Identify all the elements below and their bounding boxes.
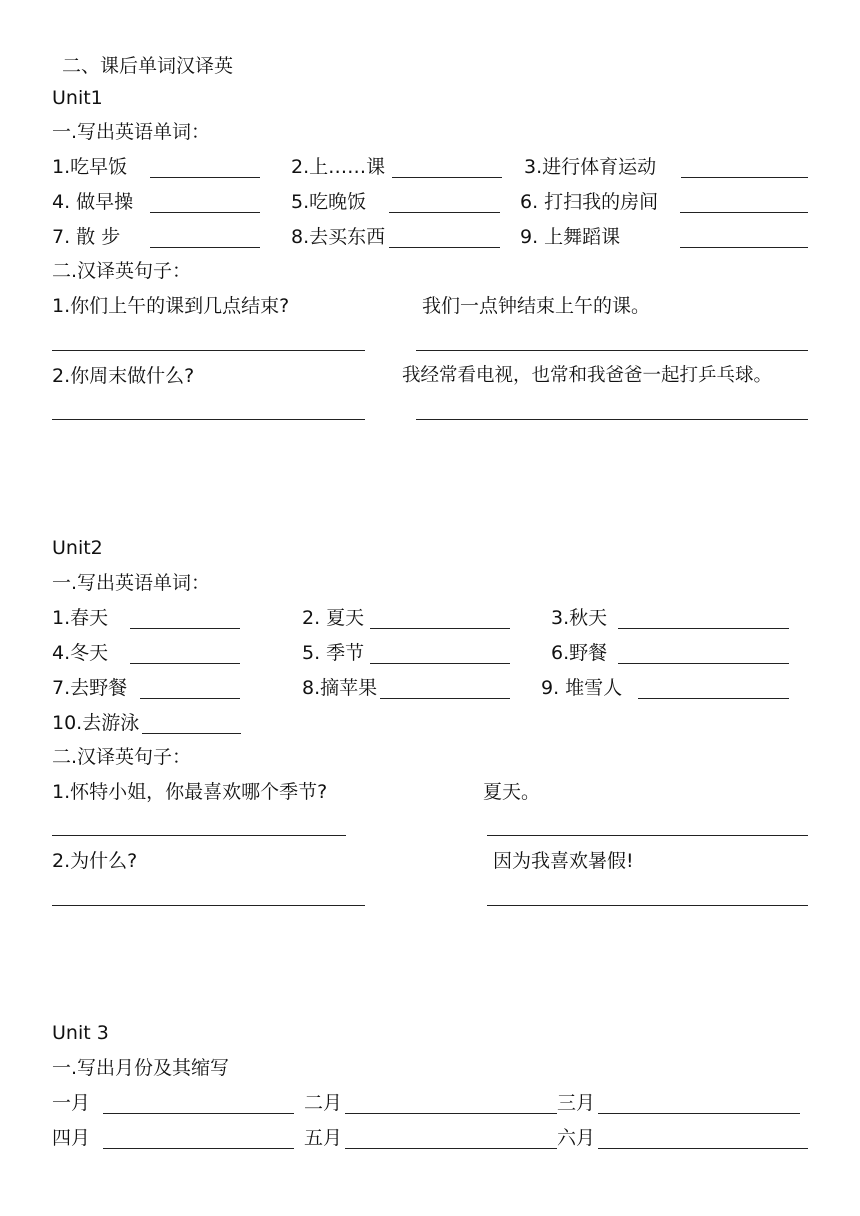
unit1-answer-line[interactable] — [681, 177, 808, 178]
unit2-section-words-heading: 一.写出英语单词： — [52, 572, 211, 594]
unit2-word-label: 5. 季节 — [302, 642, 365, 664]
unit1-sentence-answer-line[interactable] — [52, 350, 365, 351]
unit2-word-label: 10.去游泳 — [52, 712, 140, 734]
worksheet-title: 二、课后单词汉译英 — [62, 55, 234, 77]
unit1-word-label: 2.上……课 — [291, 156, 386, 178]
unit1-sentence-answer-line[interactable] — [52, 419, 365, 420]
unit1-answer-line[interactable] — [680, 212, 808, 213]
unit1-answer-line[interactable] — [392, 177, 502, 178]
unit3-answer-line[interactable] — [598, 1148, 808, 1149]
unit3-answer-line[interactable] — [598, 1113, 800, 1114]
unit2-answer-line[interactable] — [638, 698, 789, 699]
unit3-month-label: 三月 — [557, 1092, 596, 1114]
unit1-word-label: 8.去买东西 — [291, 226, 386, 248]
unit2-word-label: 7.去野餐 — [52, 677, 128, 699]
unit1-word-label: 4. 做早操 — [52, 191, 134, 213]
unit3-heading: Unit 3 — [52, 1022, 109, 1044]
unit2-sentence-prompt: 夏天。 — [483, 781, 541, 803]
unit2-sentence-prompt: 2.为什么? — [52, 850, 138, 872]
unit3-answer-line[interactable] — [103, 1113, 294, 1114]
unit2-sentence-answer-line[interactable] — [487, 905, 808, 906]
unit2-answer-line[interactable] — [380, 698, 510, 699]
unit2-word-label: 8.摘苹果 — [302, 677, 378, 699]
unit2-section-sentences-heading: 二.汉译英句子： — [52, 746, 192, 768]
unit1-answer-line[interactable] — [680, 247, 808, 248]
unit3-answer-line[interactable] — [345, 1148, 557, 1149]
unit3-answer-line[interactable] — [345, 1113, 557, 1114]
unit1-answer-line[interactable] — [389, 212, 500, 213]
unit1-answer-line[interactable] — [389, 247, 500, 248]
unit2-heading: Unit2 — [52, 537, 103, 559]
unit1-word-label: 9. 上舞蹈课 — [520, 226, 621, 248]
unit3-month-label: 一月 — [52, 1092, 91, 1114]
unit1-sentence-answer-line[interactable] — [416, 350, 808, 351]
unit2-word-label: 6.野餐 — [551, 642, 608, 664]
unit2-answer-line[interactable] — [140, 698, 240, 699]
unit2-sentence-answer-line[interactable] — [52, 905, 365, 906]
unit3-month-label: 五月 — [304, 1127, 343, 1149]
unit1-heading: Unit1 — [52, 87, 103, 109]
unit2-answer-line[interactable] — [370, 663, 510, 664]
unit1-word-label: 1.吃早饭 — [52, 156, 128, 178]
unit2-sentence-answer-line[interactable] — [487, 835, 808, 836]
unit1-word-label: 3.进行体育运动 — [524, 156, 657, 178]
unit3-section-months-heading: 一.写出月份及其缩写 — [52, 1057, 230, 1079]
unit2-answer-line[interactable] — [142, 733, 241, 734]
unit1-answer-line[interactable] — [150, 177, 260, 178]
unit2-sentence-prompt: 1.怀特小姐，你最喜欢哪个季节? — [52, 781, 328, 803]
unit2-word-label: 9. 堆雪人 — [541, 677, 623, 699]
unit2-sentence-answer-line[interactable] — [52, 835, 346, 836]
unit1-sentence-answer-line[interactable] — [416, 419, 808, 420]
unit1-word-label: 5.吃晚饭 — [291, 191, 367, 213]
unit1-section-words-heading: 一.写出英语单词： — [52, 121, 211, 143]
unit3-month-label: 二月 — [304, 1092, 343, 1114]
unit1-word-label: 6. 打扫我的房间 — [520, 191, 659, 213]
unit1-section-sentences-heading: 二.汉译英句子： — [52, 260, 192, 282]
unit1-sentence-prompt: 1.你们上午的课到几点结束? — [52, 295, 290, 317]
unit2-answer-line[interactable] — [130, 628, 240, 629]
unit2-answer-line[interactable] — [618, 628, 789, 629]
unit1-sentence-prompt: 2.你周末做什么? — [52, 365, 195, 387]
unit2-word-label: 1.春天 — [52, 607, 109, 629]
unit2-answer-line[interactable] — [618, 663, 789, 664]
unit2-answer-line[interactable] — [130, 663, 240, 664]
unit1-word-label: 7. 散 步 — [52, 226, 121, 248]
unit2-word-label: 4.冬天 — [52, 642, 109, 664]
unit2-word-label: 2. 夏天 — [302, 607, 365, 629]
unit2-word-label: 3.秋天 — [551, 607, 608, 629]
unit1-answer-line[interactable] — [150, 247, 260, 248]
unit3-answer-line[interactable] — [103, 1148, 294, 1149]
unit1-sentence-prompt: 我经常看电视，也常和我爸爸一起打乒乓球。 — [402, 365, 773, 386]
unit2-answer-line[interactable] — [370, 628, 510, 629]
unit3-month-label: 六月 — [557, 1127, 596, 1149]
unit1-answer-line[interactable] — [150, 212, 260, 213]
unit2-sentence-prompt: 因为我喜欢暑假! — [493, 850, 634, 872]
unit1-sentence-prompt: 我们一点钟结束上午的课。 — [422, 295, 651, 317]
unit3-month-label: 四月 — [52, 1127, 91, 1149]
